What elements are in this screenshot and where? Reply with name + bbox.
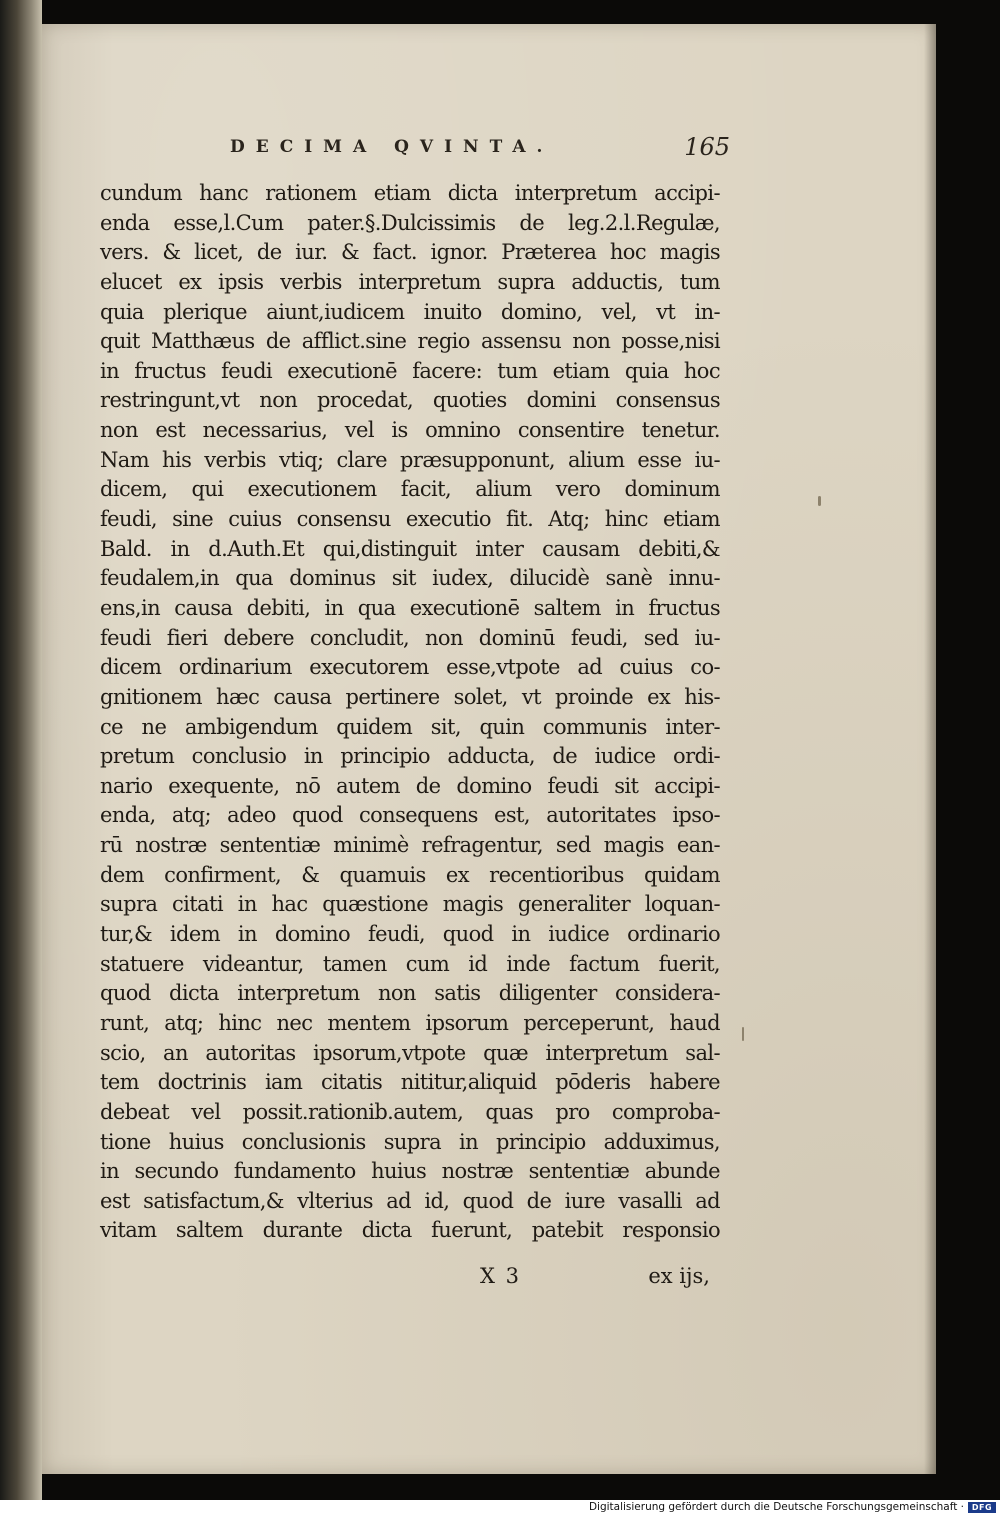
catchword: ex ijs, [648,1264,710,1288]
text-line: dicem ordinarium executorem esse,vtpote ad cuius co- [100,655,720,680]
text-line: pretum conclusio in principio adducta, de iudice ordi- [100,744,720,769]
ink-speck [742,1027,744,1041]
text-line: quia plerique aiunt,iudicem inuito domino, vel, vt in- [100,299,720,324]
text-line: feudalem,in qua dominus sit iudex, dilucidè sanè innu- [100,566,720,591]
text-line: scio, an autoritas ipsorum,vtpote quæ interpretum sal- [100,1040,720,1065]
text-line: runt, atq; hinc nec mentem ipsorum perceperunt, haud [100,1010,720,1035]
text-line: nario exequente, nō autem de domino feudi sit accipi- [100,773,720,798]
text-line: restringunt,vt non procedat, quoties domini consensus [100,388,720,413]
body-text [100,179,740,1246]
running-head [230,133,730,171]
page-number: 165 [684,133,730,161]
text-line: dem confirment, & quamuis ex recentioribus quidam [100,862,720,887]
text-line: dicem, qui executionem facit, alium vero dominum [100,477,720,502]
text-line: Nam his verbis vtiq; clare præsupponunt, alium esse iu- [100,447,720,472]
text-line: est satisfactum,& vlterius ad id, quod de iure vasalli ad [100,1188,720,1213]
text-line: Bald. in d.Auth.Et qui,distinguit inter causam debiti,& [100,536,720,561]
text-line: vers. & licet, de iur. & fact. ignor. Præterea hoc magis [100,240,720,265]
text-line: elucet ex ipsis verbis interpretum supra adductis, tum [100,269,720,294]
dfg-logo: DFG [968,1502,996,1513]
text-line: debeat vel possit.rationib.autem, quas pro comproba- [100,1099,720,1124]
text-line: enda, atq; adeo quod consequens est, autoritates ipso- [100,803,720,828]
text-line: rū nostræ sententiæ minimè refragentur, sed magis ean- [100,833,720,858]
text-line: ce ne ambigendum quidem sit, quin communis inter- [100,714,720,739]
footer-credit-bar [0,1500,1000,1516]
text-line: ens,in causa debiti, in qua executionē saltem in fructus [100,595,720,620]
text-line: in fructus feudi executionē facere: tum etiam quia hoc [100,358,720,383]
text-line: vitam saltem durante dicta fuerunt, patebit responsio [100,1218,720,1243]
text-line: in secundo fundamento huius nostræ sententiæ abunde [100,1159,720,1184]
text-line: quit Matthæus de afflict.sine regio assensu non posse,nisi [100,329,720,354]
text-line: feudi fieri debere concludit, non dominū feudi, sed iu- [100,625,720,650]
running-title: DECIMA QVINTA. [230,137,554,157]
text-line: supra citati in hac quæstione magis generaliter loquan- [100,892,720,917]
left-page-edge [0,0,42,1500]
text-line: tur,& idem in domino feudi, quod in iudice ordinario [100,922,720,947]
page-edge-shadow [924,24,936,1474]
text-line: quod dicta interpretum non satis diligenter considera- [100,981,720,1006]
text-line: cundum hanc rationem etiam dicta interpretum accipi- [100,181,720,205]
ink-speck [818,496,821,506]
funding-credit: Digitalisierung gefördert durch die Deutsche Forschungsgemeinschaft · [588,1501,964,1513]
text-line: gnitionem hæc causa pertinere solet, vt proinde ex his- [100,684,720,709]
catchline [480,1264,710,1294]
text-line: tione huius conclusionis supra in principio adduximus, [100,1129,720,1154]
text-line: statuere videantur, tamen cum id inde factum fuerit, [100,951,720,976]
text-line: enda esse,l.Cum pater.§.Dulcissimis de leg.2.l.Regulæ, [100,210,720,235]
text-line: tem doctrinis iam citatis nititur,aliquid pōderis habere [100,1070,720,1095]
text-line: feudi, sine cuius consensu executio fit. Atq; hinc etiam [100,507,720,532]
signature-mark: X 3 [480,1264,521,1288]
text-line: non est necessarius, vel is omnino consentire tenetur. [100,418,720,443]
